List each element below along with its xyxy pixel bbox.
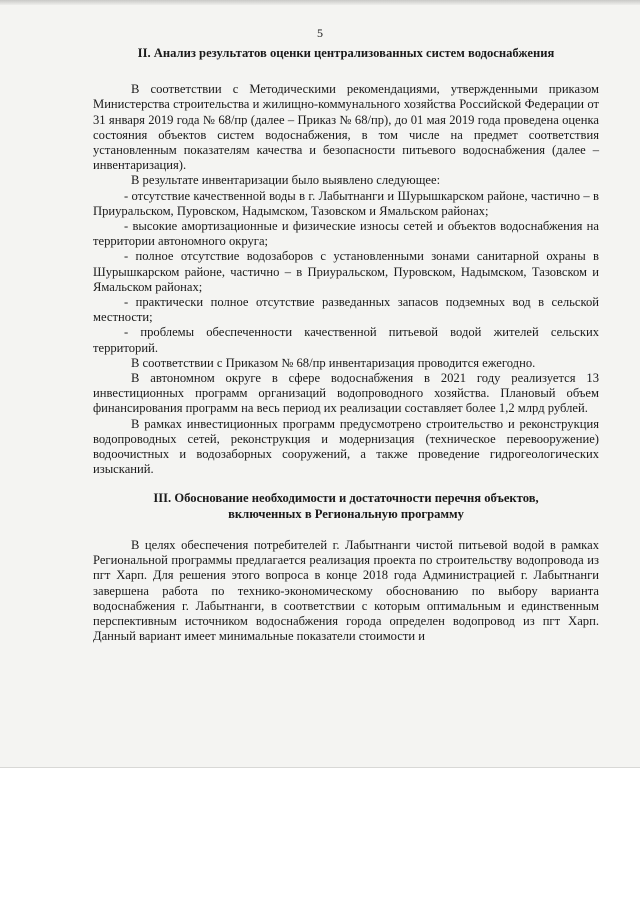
document-body bbox=[93, 46, 599, 644]
section-3-paragraph: В целях обеспечения потребителей г. Лабытнанги чистой питьевой водой в рамках Региональной программы предлагается реализация проекта по строительству водопровода из пгт Харп. Для решения этого вопроса в конце 2018 года Администрацией г. Лабытнанги завершена работа по технико-экономическому обоснованию по выбору варианта водоснабжения г. Лабытнанги, в соответствии с которым оптимальным и единственным перспективным источником водоснабжения города определен водопровод из пгт Харп. Данный вариант имеет минимальные показатели стоимости и bbox=[93, 537, 599, 644]
section-2-heading: II. Анализ результатов оценки централизованных систем водоснабжения bbox=[137, 46, 555, 60]
section-2-intro-paragraph: В соответствии с Методическими рекомендациями, утвержденными приказом Министерства строительства и жилищно-коммунального хозяйства Российской Федерации от 31 января 2019 года № 68/пр (далее – Приказ № 68/пр), до 01 мая 2019 года проведена оценка состояния объектов систем водоснабжения, в том числе на предмет соответствия установленным показателям качества и безопасности питьевого водоснабжения (далее – инвентаризация). bbox=[93, 82, 599, 173]
section-3-heading-line-2: включенных в Региональную программу bbox=[228, 506, 464, 521]
finding-item: - полное отсутствие водозаборов с установленными зонами санитарной охраны в Шурышкарском районе, частично – в Приуральском, Пуровском, Надымском, Тазовском и Ямальском районах; bbox=[93, 249, 599, 294]
finding-item: - проблемы обеспеченности качественной питьевой водой жителей сельских территорий. bbox=[93, 325, 599, 355]
section-3-heading-line-1: III. Обоснование необходимости и достаточности перечня объектов, bbox=[153, 491, 539, 506]
finding-item: - высокие амортизационные и физические износы сетей и объектов водоснабжения на территории автономного округа; bbox=[93, 219, 599, 249]
section-2-paragraph: В автономном округе в сфере водоснабжения в 2021 году реализуется 13 инвестиционных программ организаций водопроводного хозяйства. Плановый объем финансирования программ на весь период их реализации составляет более 1,2 млрд рублей. bbox=[93, 371, 599, 416]
section-2-paragraph: В соответствии с Приказом № 68/пр инвентаризация проводится ежегодно. bbox=[131, 355, 536, 370]
findings-intro: В результате инвентаризации было выявлено следующее: bbox=[131, 173, 441, 188]
section-2-paragraph: В рамках инвестиционных программ предусмотрено строительство и реконструкция водопроводных сетей, реконструкция и модернизация (техническое перевооружение) водоочистных и водозаборных сооружений, а также проведение гидрогеологических изысканий. bbox=[93, 416, 599, 477]
section-3-heading bbox=[93, 491, 599, 521]
page-number: 5 bbox=[317, 26, 323, 40]
finding-item: - отсутствие качественной воды в г. Лабытнанги и Шурышкарском районе, частично – в Приуральском, Пуровском, Надымском, Тазовском и Ямальском районах; bbox=[93, 188, 599, 218]
scan-edge bbox=[0, 0, 640, 5]
finding-item: - практически полное отсутствие разведанных запасов подземных вод в сельской местности; bbox=[93, 295, 599, 325]
